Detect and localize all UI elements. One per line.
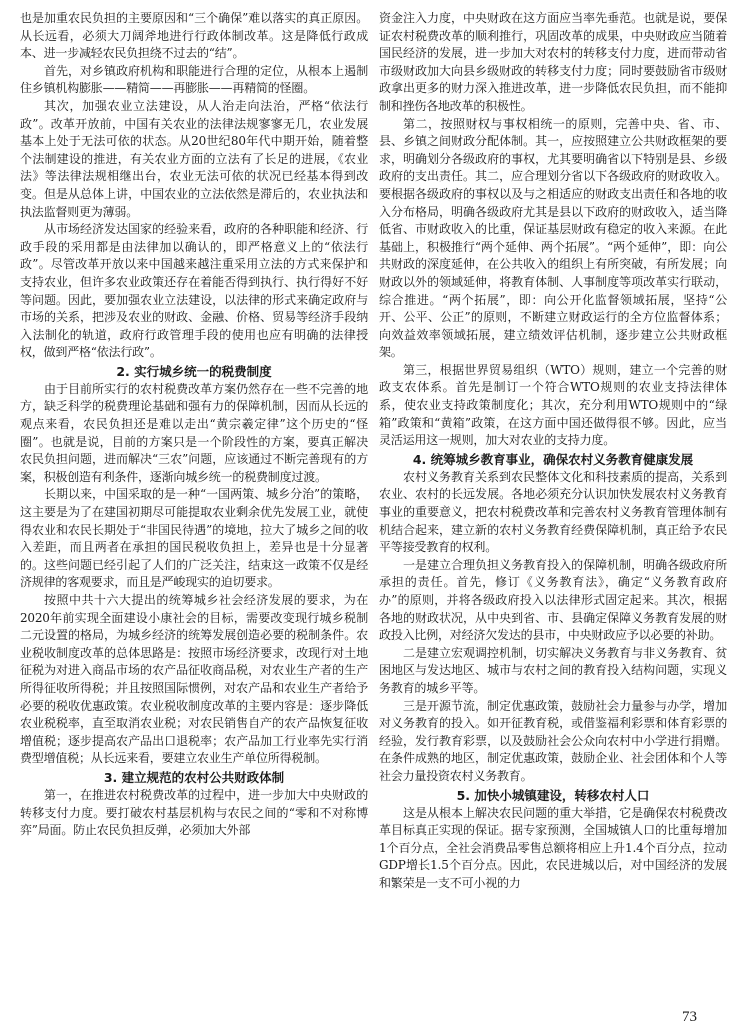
paragraph: 这是从根本上解决农民问题的重大举措，它是确保农村税费改革目标真正实现的保证。据专家预测，全国城镇人口的比重每增加1个百分点，全社会消费品零售总额将相应上升1.4个百分点，拉动GDP增长1.5个百分点。因此，农民进城以后，对中国经济的发展和繁荣是一支不可小视的力 [379, 805, 727, 890]
left-column [20, 10, 368, 1000]
paragraph: 也是加重农民负担的主要原因和“三个确保”难以落实的真正原因。从长远看，必须大刀阔斧地进行行政体制改革。这是降低行政成本、进一步减轻农民负担绕不过去的“结”。 [20, 11, 368, 61]
paragraph: 第一，在推进农村税费改革的过程中，进一步加大中央财政的转移支付力度。要打破农村基层机构与农民之间的“零和不对称博弈”局面。防止农民负担反弹，必须加大外部 [20, 787, 368, 838]
paragraph: 资金注入力度，中央财政在这方面应当率先垂范。也就是说，要保证农村税费改革的顺利推行，巩固改革的成果，中央财政应当随着国民经济的发展，进一步加大对农村的转移支付力度，进而带动省市级财政加大向县乡级财政的转移支付力度；同时要鼓励省市级财政拿出更多的财力深入推进改革，进一步降低农民负担，而不能抑制和挫伤各地改革的积极性。 [379, 11, 727, 113]
paragraph: 按照中共十六大提出的统筹城乡社会经济发展的要求，为在2020年前实现全面建设小康社会的目标，需要改变现行城乡税制二元设置的格局，为城乡经济的统筹发展创造必要的税制条件。农业税收制度改革的总体思路是：按照市场经济要求，改现行对土地征税为对进入商品市场的农产品征收商品税，对农业生产者的生产所得征收所得税；并且按照国际惯例，对农产品和农业生产者给予必要的税收优惠政策。农业税收制度改革的主要内容是：逐步降低农业税税率，直至取消农业税；对农民销售自产的农产品恢复征收增值税；逐步提高农产品出口退税率；农产品加工行业率先实行消费型增值税；从长远来看，要建立农业生产单位所得税制。 [20, 593, 368, 766]
paragraph: 其次，加强农业立法建设，从人治走向法治，严格“依法行政”。改革开放前，中国有关农业的法律法规寥寥无几，农业发展基本上处于无法可依的状态。从20世纪80年代中期开始，随着整个法制建设的推进，有关农业方面的立法有了长足的进展，《农业法》等法律法规相继出台，农业无法可依的状况已经基本得到改变。但是从总体上讲，中国农业的立法依然是滞后的，农业执法和执法监督则更为薄弱。 [20, 98, 368, 219]
paragraph: 由于目前所实行的农村税费改革方案仍然存在一些不完善的地方，缺乏科学的税费理论基础和强有力的保障机制，因而从长远的观点来看，农民负担还是难以走出“黄宗羲定律”这个历史的“怪圈”。也就是说，目前的方案只是一个阶段性的方案，要真正解决农民负担问题，进而解决“三农”问题，应该通过不断完善现有的方案，积极创造有利条件，逐渐向城乡统一的税费制度过渡。 [20, 381, 368, 484]
paragraph: 长期以来，中国采取的是一种“一国两策、城乡分治”的策略，这主要是为了在建国初期尽可能提取农业剩余优先发展工业，就使得农业和农民长期处于“非国民待遇”的境地，拉大了城乡之间的收入差距，而且两者在承担的国民税收负担上，差异也是十分显著的。这些问题已经引起了人们的广泛关注，结束这一政策不仅是经济规律的客观要求，而且是严峻现实的迫切要求。 [20, 487, 368, 590]
page-number: 73 [682, 1009, 697, 1025]
paragraph: 首先，对乡镇政府机构和职能进行合理的定位，从根本上遏制住乡镇机构膨胀——精简——再膨胀——再精简的怪圈。 [20, 63, 368, 96]
paragraph: 二是建立宏观调控机制，切实解决义务教育与非义务教育、贫困地区与发达地区、城市与农村之间的教育投入结构问题，实现义务教育的城乡平等。 [379, 645, 727, 695]
paragraph: 从市场经济发达国家的经验来看，政府的各种职能和经济、行政手段的采用都是由法律加以确认的，即严格意义上的“依法行政”。尽管改革开放以来中国越来越注重采用立法的方式来保护和支持农业，但许多农业政策还存在着能否得到执行、执行得好不好等问题。因此，要加强农业立法建设，以法律的形式来确定政府与市场的关系，把涉及农业的财政、金融、价格、贸易等经济手段纳入法制化的轨道，政府行政管理手段的使用也应有明确的法律授权，做到严格“依法行政”。 [20, 222, 368, 360]
paragraph: 一是建立合理负担义务教育投入的保障机制，明确各级政府所承担的责任。首先，修订《义务教育法》，确定“义务教育政府办”的原则，并将各级政府投入以法律形式固定起来。其次，根据各地的财政状况，从中央到省、市、县确定保障义务教育发展的财政投入比例，对经济欠发达的县市，中央财政应予以必要的补助。 [379, 557, 727, 643]
paragraph: 农村义务教育关系到农民整体文化和科技素质的提高，关系到农业、农村的长远发展。各地必须充分认识加快发展农村义务教育事业的重要意义，把农村税费改革和完善农村义务教育管理体制有机结合起来，建立新的农村义务教育经费保障机制，真正给予农民平等接受教育的权利。 [379, 469, 727, 555]
section-heading-2: 2. 实行城乡统一的税费制度 [116, 363, 272, 379]
section-heading-5: 5. 加快小城镇建设，转移农村人口 [456, 787, 650, 803]
section-heading-4: 4. 统筹城乡教育事业，确保农村义务教育健康发展 [412, 451, 694, 467]
paragraph: 三是开源节流，制定优惠政策，鼓励社会力量参与办学，增加对义务教育的投入。如开征教育税，或借鉴福利彩票和体育彩票的经验，发行教育彩票，以及鼓励社会公众向农村中小学进行捐赠。在条件成熟的地区，制定优惠政策，鼓励企业、社会团体和个人等社会力量投资农村义务教育。 [379, 698, 727, 783]
right-column [379, 10, 727, 1000]
section-heading-3: 3. 建立规范的农村公共财政体制 [103, 769, 285, 785]
paragraph: 第三，根据世界贸易组织（WTO）规则，建立一个完善的财政支农体系。首先是制订一个符合WTO规则的农业支持法律体系，使农业支持政策制度化；其次，充分利用WTO规则中的“绿箱”政策和“黄箱”政策，在这方面中国还做得很不够。因此，应当灵活运用这一规则，加大对农业的支持力度。 [379, 362, 727, 448]
paragraph: 第二，按照财权与事权相统一的原则，完善中央、省、市、县、乡镇之间财政分配体制。其一，应按照建立公共财政框架的要求，明确划分各级政府的事权，尤其要明确省以下特别是县、乡级政府的支出责任。其二，应合理划分省以下各级政府的财政收入。要根据各级政府的事权以及与之相适应的财政支出责任和各地的收入分布格局，明确各级政府尤其是县以下政府的财政收入，适当降低省、市财政收入的比重，保证基层财政有稳定的收入来源。在此基础上，积极推行“两个延伸、两个拓展”。“两个延伸”，即：向公共财政的深度延伸，在公共收入的组织上有所突破，有所发展；向财政以外的领域延伸，将教育体制、人事制度等项改革实行联动，综合推进。“两个拓展”，即：向公开化监督领域拓展，坚持“公开、公平、公正”的原则，不断建立财政运行的全方位监督体系；向效益效率领域拓展，建立绩效评估机制，逐步建立公共财政框架。 [379, 116, 727, 360]
